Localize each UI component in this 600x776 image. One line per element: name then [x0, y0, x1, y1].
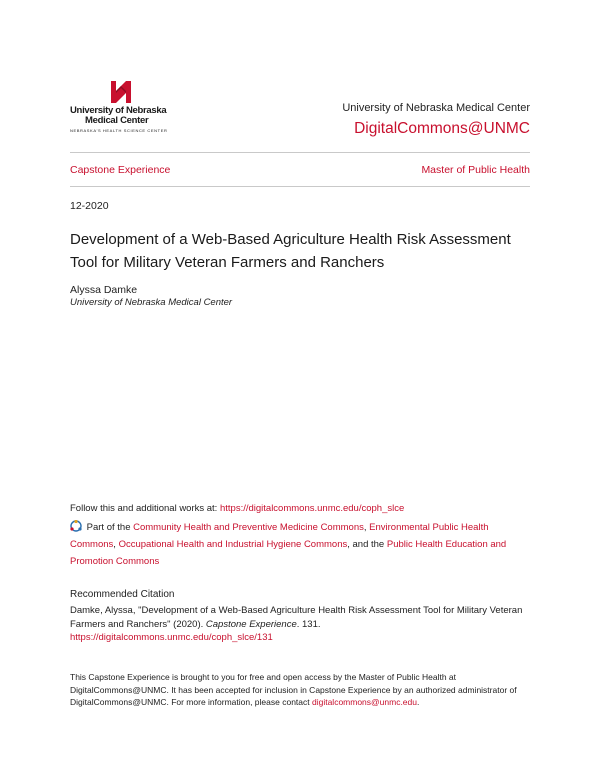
- discipline-link-environmental-health[interactable]: Environmental Public Health Commons: [70, 522, 489, 550]
- author-affiliation: University of Nebraska Medical Center: [70, 297, 233, 308]
- discipline-link-public-health-education[interactable]: Public Health Education and Promotion Commons: [70, 539, 507, 567]
- citation-journal: Capstone Experience: [205, 618, 297, 630]
- citation-text-end: . 131.: [296, 618, 321, 630]
- document-title: Development of a Web-Based Agriculture Health Risk Assessment Tool for Military Veteran Farmers and Ranchers: [70, 231, 511, 271]
- collection-link[interactable]: Capstone Experience: [70, 164, 171, 176]
- access-statement: [70, 671, 535, 709]
- citation-heading: Recommended Citation: [70, 589, 175, 600]
- contact-email-link[interactable]: digitalcommons@unmc.edu: [311, 697, 417, 707]
- divider-top: [70, 152, 530, 153]
- discipline-link-occupational-health[interactable]: Occupational Health and Industrial Hygiene Commons: [118, 539, 348, 550]
- citation-text: [70, 604, 535, 645]
- part-of-separator: ,: [363, 522, 370, 533]
- divider-bottom: [70, 186, 530, 187]
- statement-end: .: [417, 697, 420, 707]
- follow-line: [70, 503, 404, 514]
- part-of-prefix: Part of the: [86, 522, 134, 533]
- part-of-section: [70, 519, 535, 570]
- part-of-separator: ,: [113, 539, 119, 550]
- follow-prefix: Follow this and additional works at:: [70, 503, 220, 514]
- publication-date: 12-2020: [70, 200, 109, 212]
- author-name: Alyssa Damke: [70, 284, 138, 296]
- logo-university-name: University of Nebraska: [70, 105, 167, 116]
- repository-link[interactable]: DigitalCommons@UNMC: [354, 120, 530, 137]
- collection-url-link[interactable]: https://digitalcommons.unmc.edu/coph_slce: [219, 503, 405, 514]
- citation-url-link[interactable]: https://digitalcommons.unmc.edu/coph_slce/131: [70, 632, 273, 643]
- part-of-separator: , and the: [347, 539, 387, 550]
- network-icon: [70, 520, 82, 532]
- institution-name: University of Nebraska Medical Center: [342, 102, 530, 114]
- logo-center-name: Medical Center: [85, 115, 149, 126]
- citation-text-start: Damke, Alyssa, "Development of a Web-Based Agriculture Health Risk Assessment Tool for Military Veteran Farmers and Ranchers" (2020).: [70, 605, 523, 630]
- discipline-link-community-health[interactable]: Community Health and Preventive Medicine Commons: [133, 522, 364, 533]
- unmc-n-mark-icon: [110, 80, 132, 104]
- statement-text: This Capstone Experience is brought to you for free and open access by the Master of Public Health at DigitalCommons@UNMC. It has been accepted for inclusion in Capstone Experience by an authorized administrator of DigitalCommons@UNMC. For more information, please contact: [70, 672, 517, 707]
- logo-tagline: NEBRASKA'S HEALTH SCIENCE CENTER: [70, 128, 168, 133]
- program-link[interactable]: Master of Public Health: [421, 164, 530, 176]
